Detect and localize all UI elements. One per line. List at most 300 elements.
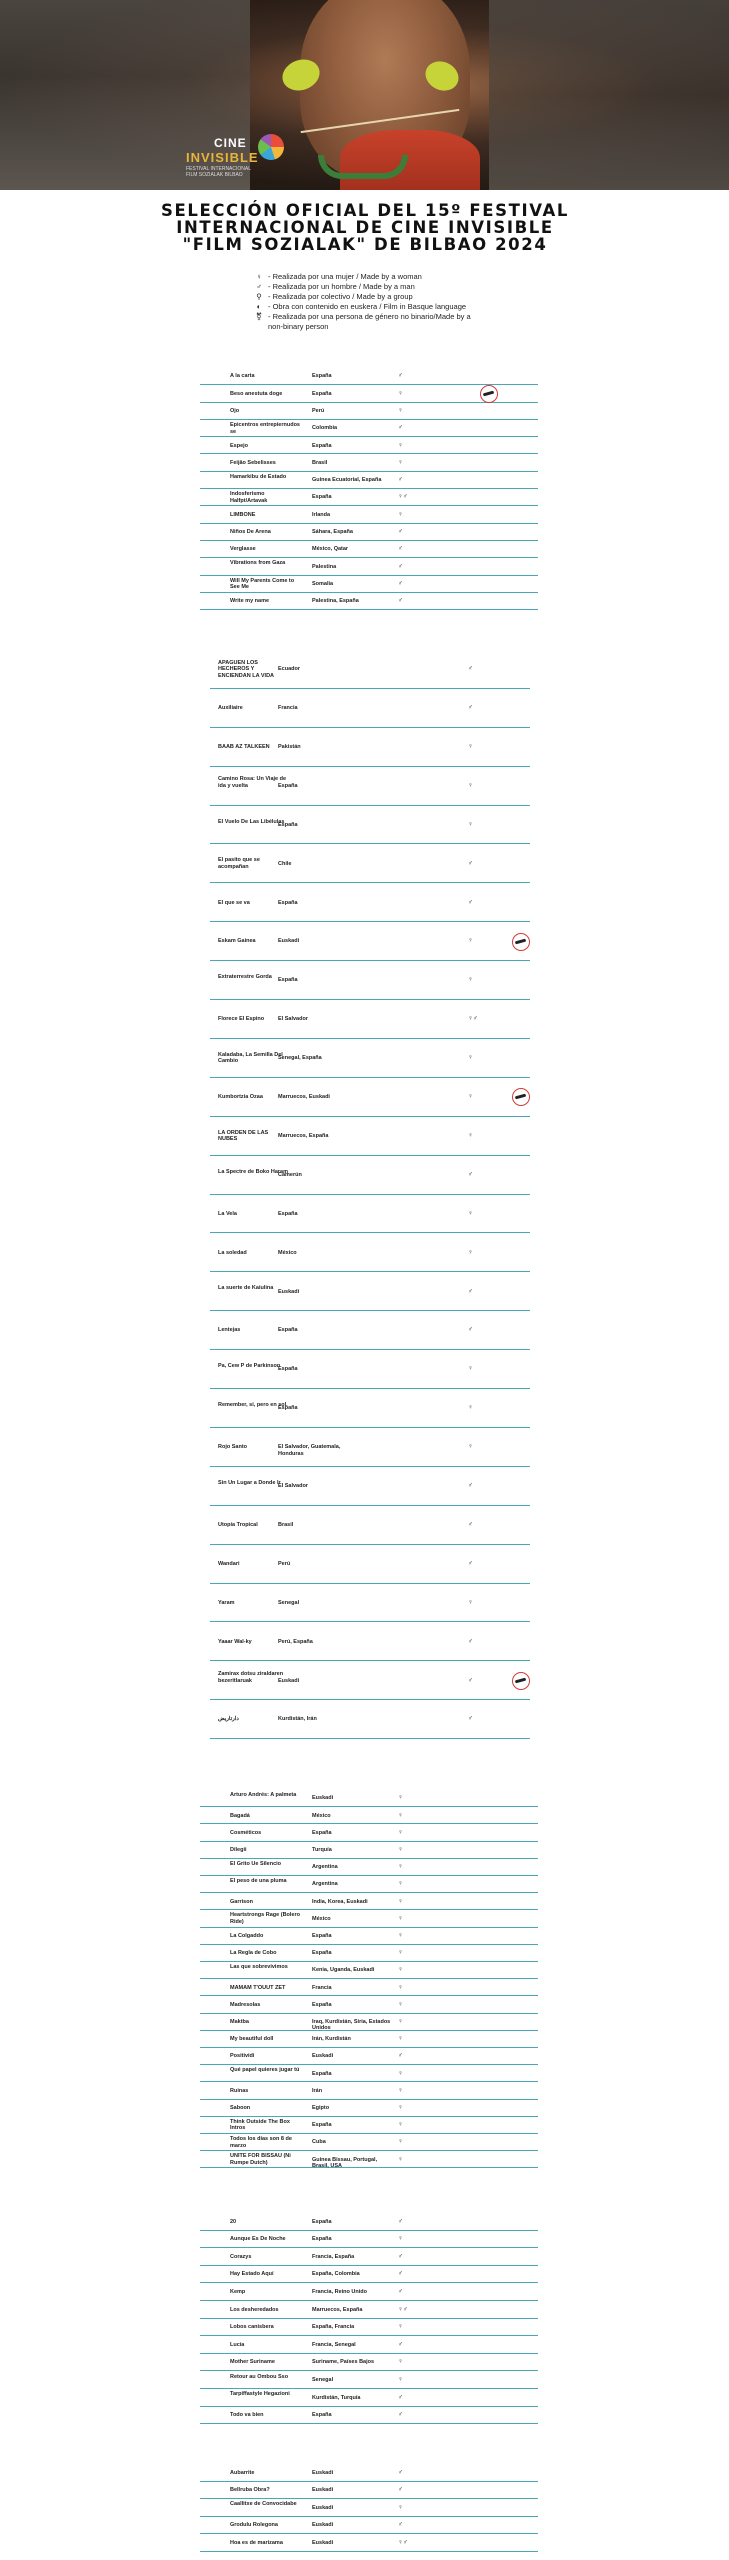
film-row (200, 2517, 538, 2535)
film-title: Pa, Cew P de Parkinson (218, 1363, 281, 1370)
film-country: España (278, 1405, 298, 1412)
film-row (200, 506, 538, 523)
page-title: SELECCIÓN OFICIAL DEL 15º FESTIVAL INTERNACIONAL DE CINE INVISIBLE "FILM SOZIALAK" DE BILBAO 2024 (161, 201, 569, 254)
film-row (210, 1661, 530, 1700)
film-title: Lentejas (218, 1327, 241, 1334)
film-row (210, 1545, 530, 1584)
film-author-symbol: ♀ (398, 1897, 403, 1905)
film-row (200, 1807, 538, 1824)
film-country: Iraq, Kurdistán, Siria, Estados Unidos (312, 2018, 391, 2032)
film-country: España (278, 977, 298, 984)
film-title: La Regla de Cobo (230, 1950, 277, 1957)
basque-language-icon (512, 1672, 530, 1690)
film-country: India, Korea, Euskadi (312, 1898, 368, 1905)
film-row (210, 1078, 530, 1117)
film-author-symbol: ♀ (398, 1828, 403, 1836)
film-country: España (278, 782, 298, 789)
film-title: Hamarkibu de Estado (230, 473, 287, 480)
film-author-symbol: ♀ (398, 510, 403, 518)
film-author-symbol: ♂ (468, 1715, 473, 1723)
film-row (200, 1928, 538, 1945)
film-author-symbol: ♂ (468, 1676, 473, 1684)
film-row (210, 1467, 530, 1506)
film-row (200, 2319, 538, 2337)
film-author-symbol: ♀ (398, 1880, 403, 1888)
basque-language-icon (512, 1088, 530, 1106)
film-row (210, 1389, 530, 1428)
film-row (200, 2407, 538, 2425)
film-row (200, 2389, 538, 2407)
film-author-symbol: ♂ (468, 1287, 473, 1295)
film-title: Heartstrongs Rage (Bolero Ride) (230, 1912, 300, 1925)
film-author-symbol: ♂ (398, 579, 403, 587)
film-row (200, 2283, 538, 2301)
film-title: Retour au Ombou Sso (230, 2373, 289, 2380)
film-country: Kurdistán, Irán (278, 1716, 317, 1723)
film-title: Remember, si, pero en sol. (218, 1402, 288, 1409)
film-author-symbol: ♀ (468, 1209, 473, 1217)
film-row (200, 541, 538, 558)
film-row (200, 1979, 538, 1996)
film-row (200, 437, 538, 454)
film-author-symbol: ♀ (398, 1863, 403, 1871)
film-author-symbol: ♂ (398, 528, 403, 536)
film-country: Euskadi (278, 938, 300, 945)
film-row (210, 1506, 530, 1545)
film-title: Write my name (230, 598, 270, 605)
film-country: México, Qatar (312, 546, 349, 553)
film-row (200, 2301, 538, 2319)
film-country: Palestina (312, 563, 337, 570)
film-title: Las que sobrevivimos (230, 1964, 288, 1971)
film-author-symbol: ♀ (398, 2035, 403, 2043)
legend-item: ♀ - Realizada por una mujer / Made by a woman (256, 272, 422, 281)
film-author-symbol: ♀ (468, 1365, 473, 1373)
film-country: Marruecos, España (278, 1132, 329, 1139)
film-row (200, 1893, 538, 1910)
film-author-symbol: ♀ (398, 1845, 403, 1853)
film-row (200, 1876, 538, 1893)
film-title: Mother Suriname (230, 2359, 275, 2366)
film-country: Senegal (312, 2376, 334, 2383)
film-title: La Colgaddo (230, 1932, 264, 1939)
film-title: El que se va (218, 899, 250, 906)
film-author-symbol: ♀ (398, 1914, 403, 1922)
basque-language-icon (480, 385, 498, 403)
film-country: España (312, 442, 332, 449)
film-title: Saboon (230, 2104, 251, 2111)
film-title: Rojo Santo (218, 1444, 248, 1451)
hero-image (0, 0, 729, 190)
film-row (210, 1117, 530, 1156)
film-country: Euskadi (312, 2469, 334, 2476)
film-row (210, 1623, 530, 1662)
film-row (200, 1842, 538, 1859)
film-row (200, 1910, 538, 1927)
film-country: México (312, 1812, 331, 1819)
film-row (210, 1234, 530, 1273)
film-author-symbol: ♂ (468, 898, 473, 906)
film-author-symbol: ♀ (398, 406, 403, 414)
film-author-symbol: ♀ (398, 2138, 403, 2146)
film-author-symbol: ♀ (468, 937, 473, 945)
film-country: Marruecos, Euskadi (278, 1094, 330, 1101)
film-title: Bagadá (230, 1812, 250, 1819)
film-country: El Salvador (278, 1483, 308, 1490)
film-row (200, 2499, 538, 2517)
film-author-symbol: ♀ (398, 2086, 403, 2094)
film-row (210, 922, 530, 961)
film-country: España (312, 1932, 332, 1939)
film-country: Guinea Bissau, Portugal, Brasil, USA (312, 2156, 378, 2170)
film-title: BAAB AZ TALKEEN (218, 743, 270, 750)
film-author-symbol: ♂ (398, 2393, 403, 2401)
film-country: Somalia (312, 580, 334, 587)
film-country: Francia, Senegal (312, 2341, 356, 2348)
film-row (200, 2371, 538, 2389)
film-row (200, 2065, 538, 2082)
film-country: Irán (312, 2087, 323, 2094)
film-row (200, 403, 538, 420)
film-title: Kaladaba, La Semilla Del Cambio (218, 1051, 283, 1065)
film-title: Extraterrestre Gorda (218, 974, 272, 981)
film-title: Yaram (218, 1599, 235, 1606)
film-title: Garrison (230, 1898, 253, 1905)
film-title: Epicentros entrepiernudos se (230, 422, 300, 435)
film-title: Beso anestuta doge (230, 390, 283, 397)
film-title: Corazys (230, 2253, 252, 2260)
film-author-symbol: ♀ (468, 1131, 473, 1139)
film-title: Arturo Andrés: A palmeta (230, 1792, 297, 1799)
film-row (210, 689, 530, 728)
film-country: Palestina, España (312, 598, 359, 605)
film-row (210, 845, 530, 884)
film-country: España (312, 1829, 332, 1836)
film-title: Kemp (230, 2288, 246, 2295)
film-author-symbol: ♀ (468, 1093, 473, 1101)
film-row (200, 2151, 538, 2168)
film-row (200, 2213, 538, 2231)
film-country: España (312, 494, 332, 501)
film-row (200, 2354, 538, 2372)
film-title: Bellruba Obra? (230, 2487, 270, 2493)
film-title: Lobos canisbera (230, 2324, 274, 2331)
film-row (210, 650, 530, 689)
film-country: Ecuador (278, 666, 301, 673)
film-country: Euskadi (312, 1795, 334, 1802)
film-row (200, 2048, 538, 2065)
film-title: Florece El Espino (218, 1016, 265, 1023)
film-country: Irán, Kurdistán (312, 2036, 351, 2043)
film-row (200, 2117, 538, 2134)
film-row (200, 2031, 538, 2048)
film-author-symbol: ♀ (468, 976, 473, 984)
film-author-symbol: ♀♂ (398, 2538, 408, 2546)
film-author-symbol: ♀ (468, 1248, 473, 1256)
film-title: El Vuelo De Las Libélulas (218, 818, 285, 825)
film-author-symbol: ♀ (398, 2121, 403, 2129)
film-row (200, 576, 538, 593)
film-title: Caallitxe de Convocidabe (230, 2501, 297, 2508)
film-author-symbol: ♂ (398, 372, 403, 380)
film-author-symbol: ♂ (398, 2340, 403, 2348)
film-title: Will My Parents Come to See Me (230, 577, 295, 591)
film-country: España, Colombia (312, 2271, 360, 2278)
legend (254, 272, 484, 332)
film-author-symbol: ♂ (398, 2521, 403, 2528)
film-author-symbol: ♂ (398, 597, 403, 605)
film-title: MAMAM T'OUUT ZET (230, 1984, 286, 1991)
film-author-symbol: ♂ (398, 562, 403, 570)
film-author-symbol: ♂ (468, 1326, 473, 1334)
film-title: A la carta (230, 373, 255, 380)
film-row (200, 385, 538, 402)
film-country: Francia, Reino Unido (312, 2288, 368, 2295)
film-title: Todos los días son 8 de marzo (230, 2136, 292, 2149)
film-author-symbol: ♀ (398, 458, 403, 466)
film-country: España (312, 1950, 332, 1957)
film-title: Utopía Tropical (218, 1521, 258, 1528)
film-title: Kumbortzia Ozaa (218, 1094, 263, 1101)
film-title: Maktba (230, 2018, 249, 2025)
film-title: My beautiful doll (230, 2036, 274, 2043)
film-title: Madresolas (230, 2001, 261, 2008)
film-row (200, 472, 538, 489)
film-title: Wandari (218, 1560, 240, 1567)
film-author-symbol: ♀ (398, 2323, 403, 2331)
film-country: España, Francia (312, 2324, 355, 2331)
film-title: Dilegii (230, 1846, 247, 1853)
film-author-symbol: ♀ (398, 2069, 403, 2077)
film-country: Euskadi (312, 2487, 334, 2493)
film-title: دارتاریض (218, 1716, 239, 1723)
film-title: La Spectre de Boko Haram (218, 1168, 288, 1175)
film-row (200, 1996, 538, 2013)
film-title: Hoa es de marizama (230, 2539, 283, 2546)
film-author-symbol: ♂ (468, 1637, 473, 1645)
film-country: España (312, 390, 332, 397)
film-author-symbol: ♂ (398, 545, 403, 553)
film-author-symbol: ♂ (468, 1559, 473, 1567)
film-country: Euskadi (312, 2504, 334, 2511)
film-country: Irlanda (312, 511, 331, 518)
film-author-symbol: ♂ (468, 1170, 473, 1178)
film-author-symbol: ♀ (398, 2103, 403, 2111)
film-title: La soledad (218, 1249, 247, 1256)
film-author-symbol: ♂ (398, 476, 403, 484)
film-row (200, 558, 538, 575)
film-author-symbol: ♀ (398, 2375, 403, 2383)
film-author-symbol: ♀ (398, 1794, 403, 1802)
film-row (200, 1859, 538, 1876)
film-country: España (312, 2122, 332, 2129)
film-row (200, 1945, 538, 1962)
film-country: Brasil (312, 459, 328, 466)
film-row (200, 2100, 538, 2117)
film-title: Auxiliaire (218, 705, 243, 712)
film-author-symbol: ♂ (398, 2411, 403, 2419)
film-title: 20 (230, 2218, 237, 2225)
film-title: Indosferismo Halfpt/Artavak (230, 491, 268, 504)
film-title: Aunque Es De Noche (230, 2236, 286, 2243)
film-title: Ruinas (230, 2087, 249, 2094)
film-author-symbol: ♀♂ (468, 1015, 478, 1023)
film-row (210, 883, 530, 922)
film-country: Perú (278, 1560, 291, 1567)
film-row (200, 1962, 538, 1979)
film-author-symbol: ♂ (468, 1482, 473, 1490)
film-title: Camino Rosa: Un Viaje de ida y vuelta (218, 776, 287, 789)
film-row (200, 2082, 538, 2099)
film-title: Verglasse (230, 546, 256, 553)
film-author-symbol: ♂ (468, 859, 473, 867)
film-country: Marruecos, España (312, 2306, 363, 2313)
film-author-symbol: ♂ (398, 424, 403, 432)
film-country: Argentina (312, 1864, 338, 1871)
film-title: Vibrations from Gaza (230, 560, 286, 567)
film-title: Yaaar Wal-ky (218, 1638, 252, 1645)
film-country: Euskadi (312, 2053, 334, 2060)
film-country: Argentina (312, 1881, 338, 1888)
film-row (210, 1350, 530, 1389)
film-title: El pasito que se acompañan (218, 857, 260, 870)
film-row (210, 1700, 530, 1739)
film-author-symbol: ♀♂ (398, 493, 408, 501)
film-country: Francia, España (312, 2253, 355, 2260)
film-author-symbol: ♀ (398, 2235, 403, 2243)
film-row (200, 2134, 538, 2151)
film-title: Eskam Gainea (218, 938, 256, 945)
legend-item: ⚲ - Realizada por colectivo / Made by a group (256, 292, 413, 301)
film-row (210, 1039, 530, 1078)
film-title: El Grito Ue Silencio (230, 1860, 282, 1867)
film-country: Cuba (312, 2139, 326, 2146)
film-title: Positividi (230, 2053, 255, 2060)
film-title: Niños De Arena (230, 529, 271, 536)
film-author-symbol: ♀ (398, 2155, 403, 2163)
film-title: Ojo (230, 407, 240, 414)
film-author-symbol: ♂ (398, 2217, 403, 2225)
film-author-symbol: ♀ (468, 1054, 473, 1062)
film-title: Think Outside The Box Intros (230, 2118, 290, 2132)
film-country: España (312, 2001, 332, 2008)
film-row (210, 728, 530, 767)
film-country: Turquía (312, 1846, 332, 1853)
film-country: Perú, España (278, 1638, 313, 1645)
film-row (200, 2336, 538, 2354)
legend-item: ♂ - Realizada por un hombre / Made by a man (256, 282, 415, 291)
film-row (210, 961, 530, 1000)
film-author-symbol: ♀ (468, 781, 473, 789)
legend-item: ⚧ - Realizada por una persona de género no binario/Made by a non-binary person (255, 312, 471, 331)
film-author-symbol: ♀ (398, 1931, 403, 1939)
film-author-symbol: ♂ (468, 704, 473, 712)
film-country: Kurdistán, Turquía (312, 2394, 361, 2401)
film-row (200, 2014, 538, 2031)
film-row (210, 767, 530, 806)
film-row (200, 2266, 538, 2284)
film-author-symbol: ♀ (468, 820, 473, 828)
film-author-symbol: ♂ (398, 2270, 403, 2278)
legend-item: ◐ - Obra con contenido en euskera / Film in Basque language (256, 302, 467, 311)
film-title: La Vela (218, 1210, 237, 1217)
film-row (200, 524, 538, 541)
film-title: Feijão Sebelisses (230, 459, 276, 466)
film-author-symbol: ♀ (398, 2503, 403, 2511)
film-row (200, 2482, 538, 2500)
film-author-symbol: ♀ (468, 1404, 473, 1412)
film-title: El peso de una pluma (230, 1878, 287, 1885)
film-author-symbol: ♀♂ (398, 2305, 408, 2313)
basque-language-icon (512, 933, 530, 951)
film-country: Euskadi (312, 2539, 334, 2546)
film-title: Zamirax dotsu ziraldaren bezeritlaruak (218, 1671, 284, 1684)
film-country: Perú (312, 407, 325, 414)
film-country: España (312, 2070, 332, 2077)
film-author-symbol: ♂ (398, 2468, 403, 2476)
film-author-symbol: ♀ (398, 2000, 403, 2008)
film-country: Egipto (312, 2104, 330, 2111)
film-row (210, 1272, 530, 1311)
film-row (200, 420, 538, 437)
film-author-symbol: ♀ (398, 1983, 403, 1991)
film-country: Senegal, España (278, 1055, 322, 1062)
film-row (200, 2231, 538, 2249)
film-author-symbol: ♂ (398, 2252, 403, 2260)
film-author-symbol: ♂ (468, 665, 473, 673)
film-author-symbol: ♀ (398, 1949, 403, 1957)
film-author-symbol: ♀ (398, 389, 403, 397)
film-title: Tarpiffastyle Hegazioni (230, 2391, 290, 2398)
film-row (200, 455, 538, 472)
film-row (210, 1000, 530, 1039)
film-title: Los desheredados (230, 2306, 279, 2313)
film-country: Euskadi (278, 1288, 300, 1295)
film-author-symbol: ♀ (398, 2017, 403, 2025)
film-country: Euskadi (312, 2522, 334, 2528)
film-row (200, 1824, 538, 1841)
film-country: Kenia, Uganda, Euskadi (312, 1967, 375, 1974)
festival-logo: CINE INVISIBLE FESTIVAL INTERNACIONAL FILM SOZIALAK BILBAO (186, 132, 286, 182)
film-country: España (312, 373, 332, 380)
film-country: Guinea Ecuatorial, España (312, 477, 382, 484)
film-author-symbol: ♀ (468, 1443, 473, 1451)
film-title: La suerte de Kaiulina (218, 1285, 274, 1292)
film-row (200, 2248, 538, 2266)
film-title: Hay Estado Aquí (230, 2271, 274, 2278)
film-row (200, 1790, 538, 1807)
film-row (210, 1195, 530, 1234)
film-author-symbol: ♂ (398, 2052, 403, 2060)
film-author-symbol: ♀ (468, 742, 473, 750)
film-country: Chile (278, 860, 292, 867)
film-row (210, 1311, 530, 1350)
film-title: Cosméticos (230, 1829, 262, 1836)
film-country: España (312, 2236, 332, 2243)
film-row (210, 1428, 530, 1467)
film-country: Sáhara, España (312, 529, 353, 536)
film-row (200, 489, 538, 506)
film-title: LA ORDEN DE LAS NUBES (218, 1129, 269, 1143)
film-title: LIMBONE (230, 511, 256, 518)
film-title: Grodulu Rolegona (230, 2522, 278, 2528)
film-row (200, 593, 538, 610)
film-row (200, 368, 538, 385)
film-title: Espejo (230, 442, 249, 449)
film-country: España (278, 1327, 298, 1334)
film-country: Colombia (312, 425, 338, 432)
film-country: España (312, 2218, 332, 2225)
